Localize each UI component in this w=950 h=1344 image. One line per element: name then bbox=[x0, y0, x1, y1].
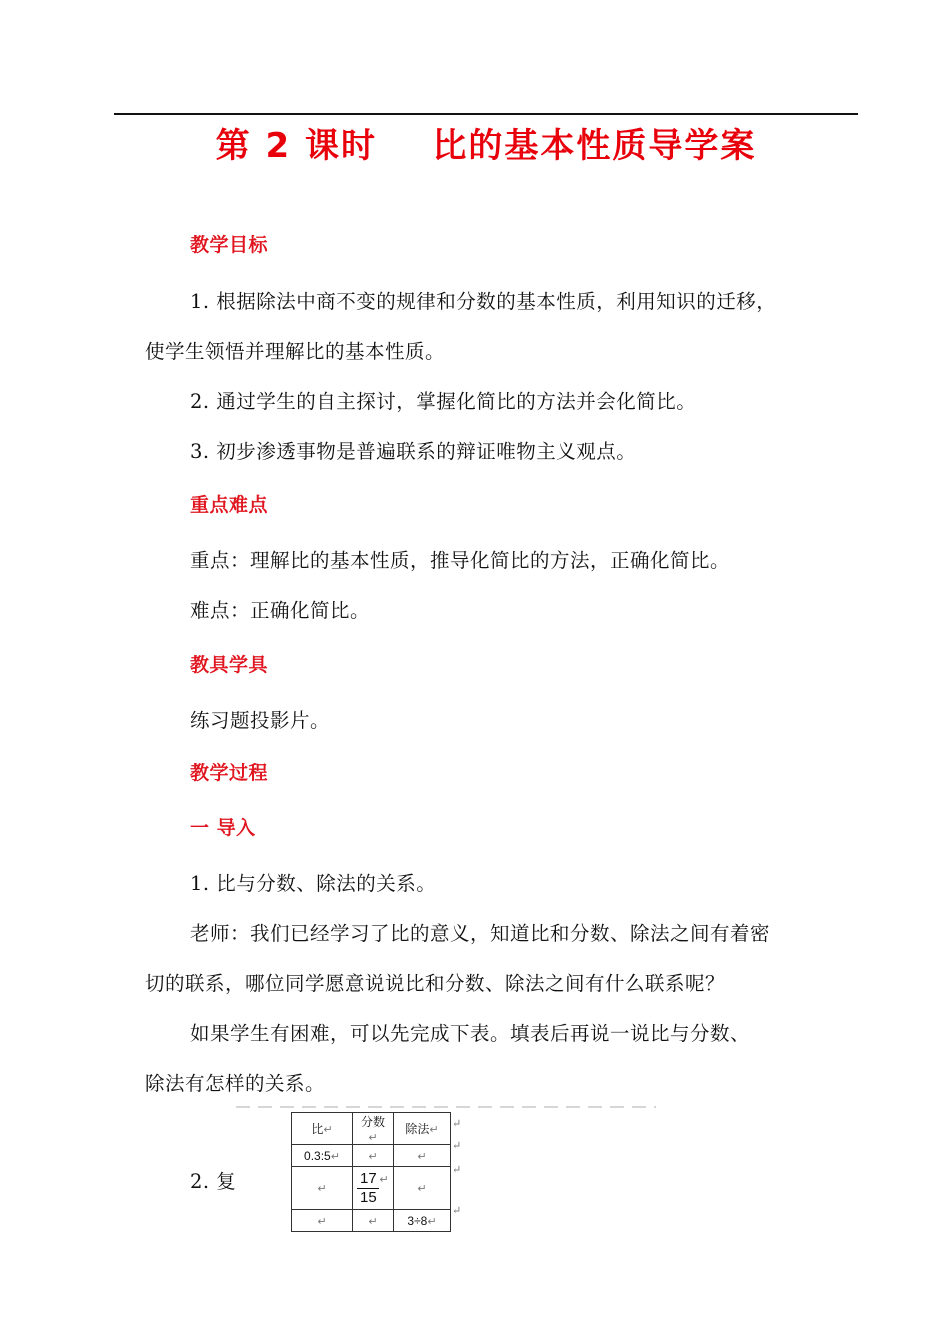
hint-line-2: 除法有怎样的关系。 bbox=[145, 1072, 326, 1095]
intro-item-1: 1. 比与分数、除法的关系。 bbox=[190, 872, 437, 895]
process-heading: 教学过程 bbox=[190, 762, 269, 784]
table-header-fraction: 分数↵ bbox=[353, 1113, 394, 1145]
tools-heading: 教具学具 bbox=[190, 654, 269, 676]
fraction: $\frac{17}{15}$ bbox=[357, 1171, 379, 1206]
goal-3: 3. 初步渗透事物是普遍联系的辩证唯物主义观点。 bbox=[190, 440, 637, 463]
key-points-heading: 重点难点 bbox=[190, 494, 269, 516]
page-title: 第 2 课时 比的基本性质导学案 bbox=[215, 126, 757, 166]
goals-heading: 教学目标 bbox=[190, 234, 269, 256]
hint-line-1: 如果学生有困难，可以先完成下表。填表后再说一说比与分数、 bbox=[190, 1022, 751, 1045]
table-cell-ratio-2: ↵ bbox=[292, 1167, 353, 1210]
table-header-ratio: 比↵ bbox=[292, 1113, 353, 1145]
teacher-line-2: 切的联系，哪位同学愿意说说比和分数、除法之间有什么联系呢？ bbox=[145, 972, 726, 995]
scan-artifact-line bbox=[236, 1106, 656, 1108]
row-end-mark: ↵ bbox=[452, 1117, 462, 1130]
table-cell-fraction-2: $\frac{17}{15}$ ↵ bbox=[353, 1167, 394, 1210]
tools-text: 练习题投影片。 bbox=[190, 709, 331, 732]
top-rule bbox=[114, 113, 858, 115]
key-point: 重点：理解比的基本性质，推导化简比的方法，正确化简比。 bbox=[190, 549, 731, 572]
teacher-line-1: 老师：我们已经学习了比的意义，知道比和分数、除法之间有着密 bbox=[190, 922, 771, 945]
goal-1-line-2: 使学生领悟并理解比的基本性质。 bbox=[145, 340, 446, 363]
row-end-mark: ↵ bbox=[452, 1204, 462, 1217]
table-cell-division-1: ↵ bbox=[394, 1145, 451, 1167]
goal-1-line-1: 1. 根据除法中商不变的规律和分数的基本性质，利用知识的迁移， bbox=[190, 290, 777, 313]
table-cell-division-3: 3÷8↵ bbox=[394, 1210, 451, 1232]
ratio-fraction-division-table bbox=[291, 1112, 451, 1232]
intro-heading: 一 导入 bbox=[190, 817, 256, 839]
table-cell-ratio-3: ↵ bbox=[292, 1210, 353, 1232]
table-cell-fraction-1: ↵ bbox=[353, 1145, 394, 1167]
difficult-point: 难点：正确化简比。 bbox=[190, 599, 371, 622]
goal-2: 2. 通过学生的自主探讨，掌握化简比的方法并会化简比。 bbox=[190, 390, 697, 413]
table-cell-fraction-3: ↵ bbox=[353, 1210, 394, 1232]
table-cell-division-2: ↵ bbox=[394, 1167, 451, 1210]
table-header-division: 除法↵ bbox=[394, 1113, 451, 1145]
row-end-mark: ↵ bbox=[452, 1163, 462, 1176]
table-cell-ratio-1: 0.3:5↵ bbox=[292, 1145, 353, 1167]
review-item-2: 2. 复 bbox=[190, 1170, 237, 1193]
row-end-mark: ↵ bbox=[452, 1139, 462, 1152]
